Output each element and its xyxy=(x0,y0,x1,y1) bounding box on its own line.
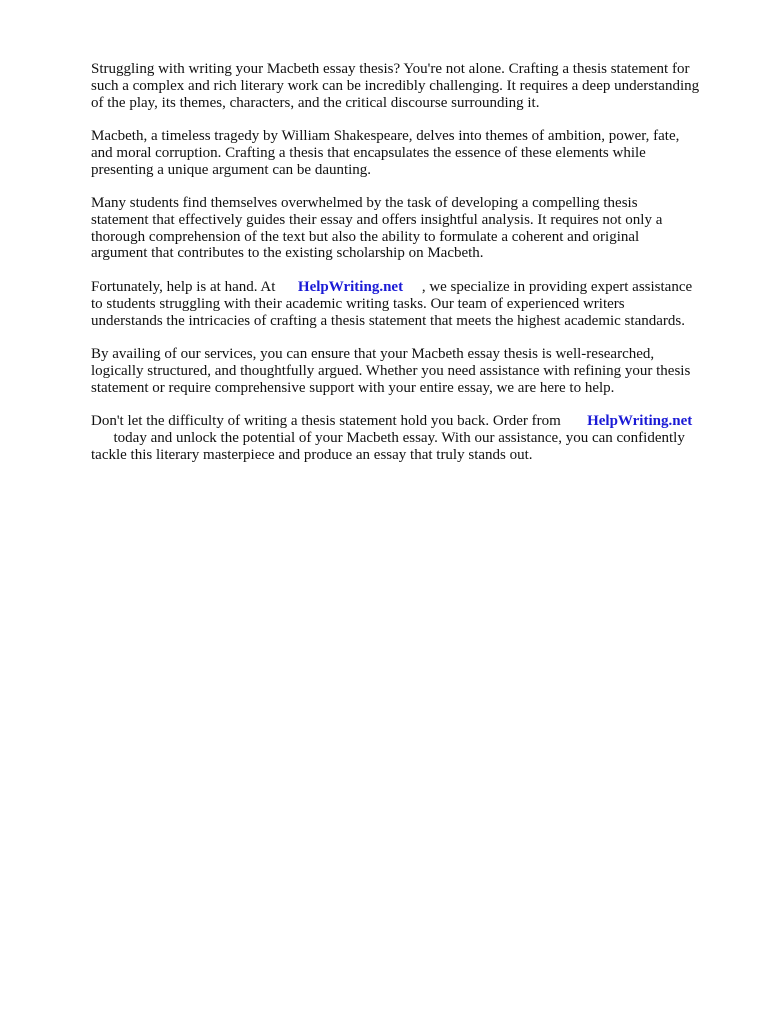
paragraph-line: thorough comprehension of the text but also the ability to formulate a coherent and original xyxy=(91,228,640,245)
paragraph-macbeth-themes xyxy=(91,128,679,178)
paragraph-line: Macbeth, a timeless tragedy by William Shakespeare, delves into themes of ambition, power, fate, xyxy=(91,128,680,144)
paragraph-line: By availing of our services, you can ensure that your Macbeth essay thesis is well-researched, xyxy=(91,346,655,362)
paragraph-help xyxy=(91,279,692,329)
paragraph-services xyxy=(91,346,690,396)
paragraph-line: of the play, its themes, characters, and the critical discourse surrounding it. xyxy=(91,94,540,111)
helpwriting-link[interactable]: HelpWriting.net xyxy=(297,279,404,295)
paragraph-line: to students struggling with their academic writing tasks. Our team of experienced writers xyxy=(91,295,625,312)
paragraph-line: today and unlock the potential of your Macbeth essay. With our assistance, you can confidently xyxy=(91,429,685,446)
paragraph-line: Don't let the difficulty of writing a thesis statement hold you back. Order from xyxy=(91,413,588,429)
paragraph-line: presenting a unique argument can be daunting. xyxy=(91,161,372,178)
paragraph-line: logically structured, and thoughtfully argued. Whether you need assistance with refining your thesis xyxy=(91,362,691,379)
paragraph-line: statement or require comprehensive support with your entire essay, we are here to help. xyxy=(91,379,615,396)
paragraph-line: and moral corruption. Crafting a thesis that encapsulates the essence of these elements while xyxy=(91,144,646,161)
helpwriting-link[interactable]: HelpWriting.net xyxy=(587,413,693,429)
paragraph-order xyxy=(91,413,692,463)
paragraph-line: tackle this literary masterpiece and produce an essay that truly stands out. xyxy=(91,446,533,463)
paragraph-line: such a complex and rich literary work can be incredibly challenging. It requires a deep understanding xyxy=(91,77,700,94)
paragraph-line: , we specialize in providing expert assistance xyxy=(403,279,693,295)
paragraph-line: statement that effectively guides their essay and offers insightful analysis. It requires not only a xyxy=(91,211,663,228)
paragraph-intro xyxy=(91,61,699,111)
paragraph-line: argument that contributes to the existing scholarship on Macbeth. xyxy=(91,245,484,262)
paragraph-students xyxy=(91,195,662,262)
paragraph-line: understands the intricacies of crafting a thesis statement that meets the highest academic standards. xyxy=(91,312,685,329)
paragraph-line: Many students find themselves overwhelmed by the task of developing a compelling thesis xyxy=(91,195,638,211)
paragraph-line: Fortunately, help is at hand. At xyxy=(91,279,298,295)
paragraph-line: Struggling with writing your Macbeth essay thesis? You're not alone. Crafting a thesis statement for xyxy=(91,61,690,77)
